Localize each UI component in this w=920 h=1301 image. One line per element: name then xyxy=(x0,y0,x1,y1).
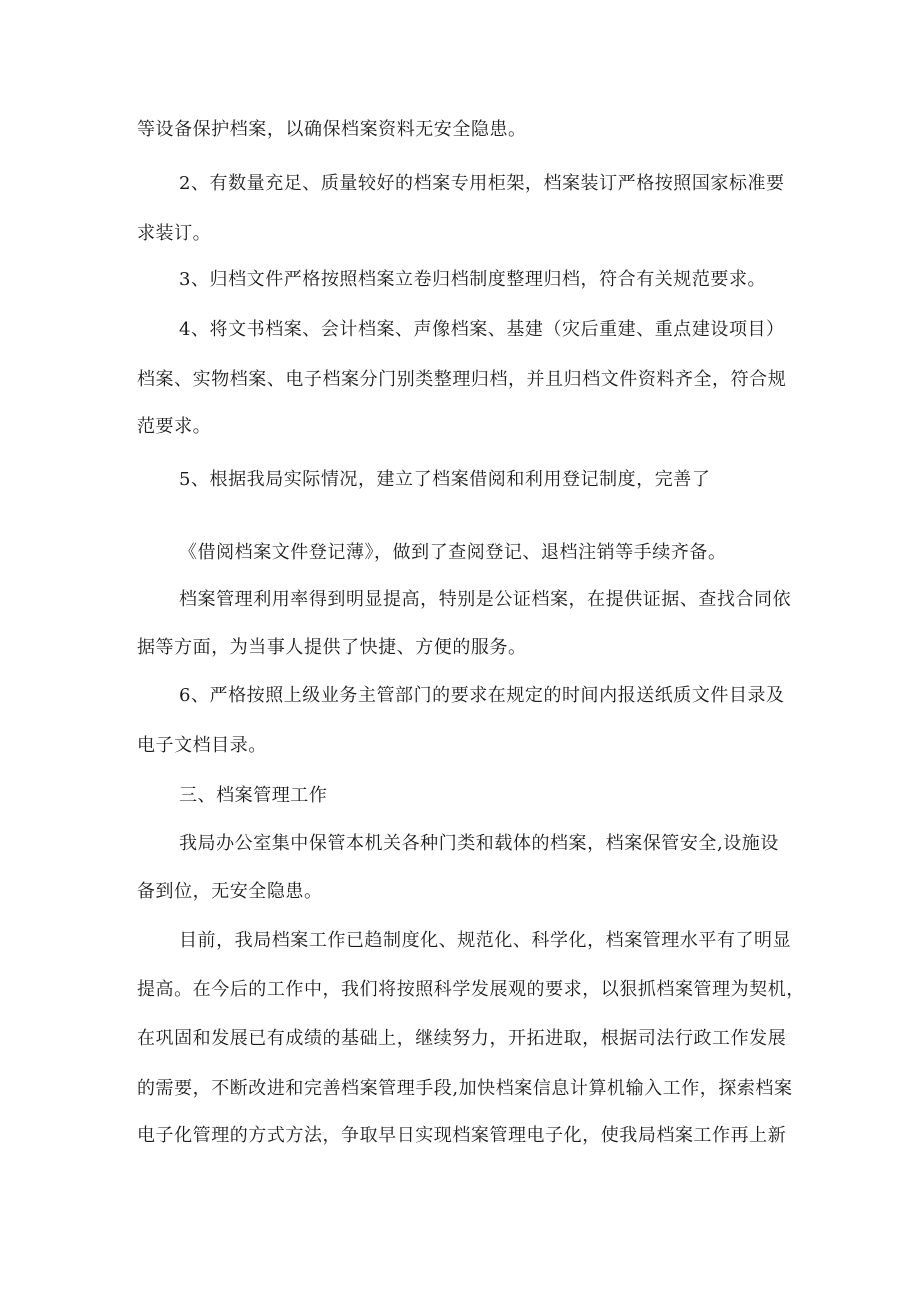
item-3-line-1: 3、归档文件严格按照档案立卷归档制度整理归档，符合有关规范要求。 xyxy=(179,269,767,290)
item-6-line-1: 6、严格按照上级业务主管部门的要求在规定的时间内报送纸质文件目录及 xyxy=(179,685,785,706)
item-4-line-1: 4、将文书档案、会计档案、声像档案、基建（灾后重建、重点建设项目） xyxy=(179,319,785,340)
item-4-line-3: 范要求。 xyxy=(137,416,212,437)
paragraph-current-line-1: 目前，我局档案工作已趋制度化、规范化、科学化，档案管理水平有了明显 xyxy=(179,930,792,951)
paragraph-current-line-5: 电子化管理的方式方法，争取早日实现档案管理电子化，使我局档案工作再上新 xyxy=(137,1125,787,1146)
paragraph-office-line-2: 备到位，无安全隐患。 xyxy=(137,881,323,902)
paragraph-current-line-4: 的需要，不断改进和完善档案管理手段,加快档案信息计算机输入工作，探索档案 xyxy=(137,1078,793,1099)
paragraph-office-line-1: 我局办公室集中保管本机关各种门类和载体的档案，档案保管安全,设施设 xyxy=(179,833,779,854)
paragraph-current-line-2: 提高。在今后的工作中，我们将按照科学发展观的要求，以狠抓档案管理为契机， xyxy=(137,979,805,1000)
item-5-line-1: 5、根据我局实际情况，建立了档案借阅和利用登记制度，完善了 xyxy=(179,469,711,490)
text-line-1: 等设备保护档案，以确保档案资料无安全隐患。 xyxy=(137,119,527,140)
item-2-line-1: 2、有数量充足、质量较好的档案专用柜架，档案装订严格按照国家标准要 xyxy=(179,173,785,194)
paragraph-usage-line-2: 据等方面，为当事人提供了快捷、方便的服务。 xyxy=(137,637,527,658)
paragraph-current-line-3: 在巩固和发展已有成绩的基础上，继续努力，开拓进取，根据司法行政工作发展 xyxy=(137,1028,787,1049)
item-2-line-2: 求装订。 xyxy=(137,223,212,244)
item-4-line-2: 档案、实物档案、电子档案分门别类整理归档，并且归档文件资料齐全，符合规 xyxy=(137,369,787,390)
section-heading-3: 三、档案管理工作 xyxy=(179,785,328,806)
paragraph-usage-line-1: 档案管理利用率得到明显提高，特别是公证档案，在提供证据、查找合同依 xyxy=(179,589,792,610)
item-5-line-2: 《借阅档案文件登记薄》，做到了查阅登记、退档注销等手续齐备。 xyxy=(179,542,727,563)
item-6-line-2: 电子文档目录。 xyxy=(137,735,267,756)
